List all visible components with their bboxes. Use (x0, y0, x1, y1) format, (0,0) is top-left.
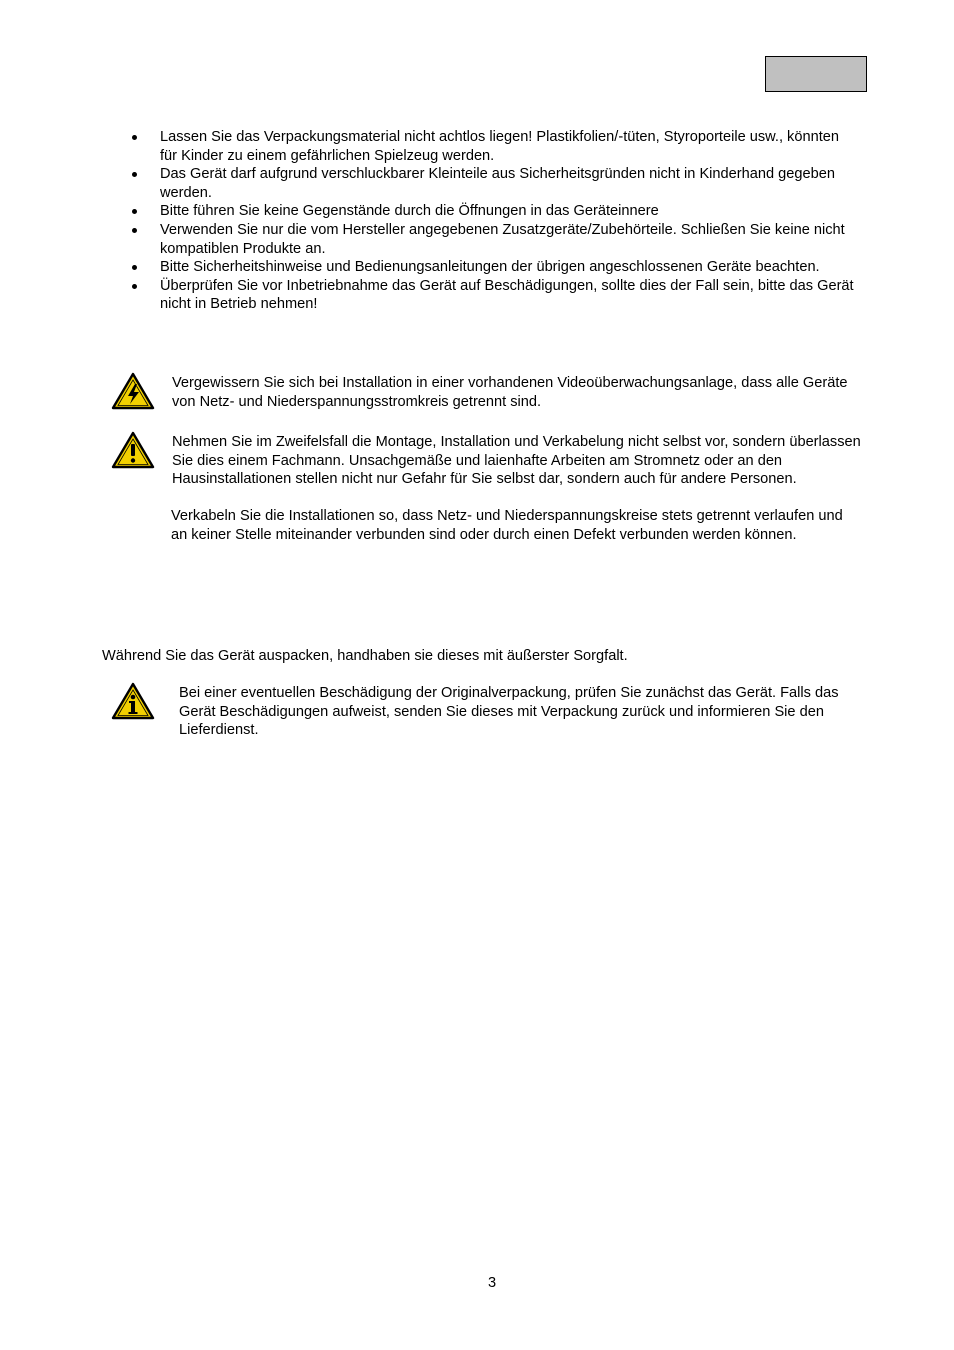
list-item: Lassen Sie das Verpackungsmaterial nicht achtlos liegen! Plastikfolien/-tüten, Styroporteile usw., könnten für Kinder zu einem gefährlichen Spielzeug werden. (0, 128, 860, 165)
unpacking-intro: Während Sie das Gerät auspacken, handhaben sie dieses mit äußerster Sorgfalt. (102, 648, 628, 664)
safety-bullet-list (0, 128, 954, 314)
list-item: Das Gerät darf aufgrund verschluckbarer Kleinteile aus Sicherheitsgründen nicht in Kinderhand gegeben werden. (0, 165, 860, 202)
voltage-notice (172, 374, 852, 411)
exclamation-warning-icon (111, 431, 155, 469)
info-warning-icon (111, 682, 155, 720)
language-box (765, 56, 867, 92)
wiring-notice-text: Verkabeln Sie die Installationen so, dass Netz- und Niederspannungskreise stets getrennt verlaufen und an keiner Stelle miteinander verbunden sind oder durch einen Defekt verbunden werden können. (171, 508, 843, 543)
caution-notice-text: Nehmen Sie im Zweifelsfall die Montage, Installation und Verkabelung nicht selbst vor, sondern überlassen Sie dies einem Fachmann. Unsachgemäße und laienhafte Arbeiten am Stromnetz oder an den Hausinstallationen stellen nicht nur Gefahr für Sie selbst dar, sondern auch für andere Personen. (172, 434, 861, 488)
list-item: Verwenden Sie nur die vom Hersteller angegebenen Zusatzgeräte/Zubehörteile. Schließen Sie keine nicht kompatiblen Produkte an. (0, 221, 860, 258)
caution-notice (172, 433, 862, 489)
packaging-notice (179, 684, 859, 740)
list-item: Bitte führen Sie keine Gegenstände durch die Öffnungen in das Geräteinnere (0, 202, 860, 221)
list-item: Bitte Sicherheitshinweise und Bedienungsanleitungen der übrigen angeschlossenen Geräte beachten. (0, 258, 860, 277)
high-voltage-warning-icon (111, 372, 155, 410)
list-item: Überprüfen Sie vor Inbetriebnahme das Gerät auf Beschädigungen, sollte dies der Fall sein, bitte das Gerät nicht in Betrieb nehmen! (0, 277, 860, 314)
packaging-notice-text: Bei einer eventuellen Beschädigung der Originalverpackung, prüfen Sie zunächst das Gerät. Falls das Gerät Beschädigungen aufweist, senden Sie dieses mit Verpackung zurück und informieren Sie den Lieferdienst. (179, 685, 839, 739)
voltage-notice-text: Vergewissern Sie sich bei Installation in einer vorhandenen Videoüberwachungsanlage, dass alle Geräte von Netz- und Niederspannungsstromkreis getrennt sind. (172, 375, 848, 410)
page-number: 3 (487, 1275, 497, 1291)
wiring-notice (171, 507, 861, 544)
